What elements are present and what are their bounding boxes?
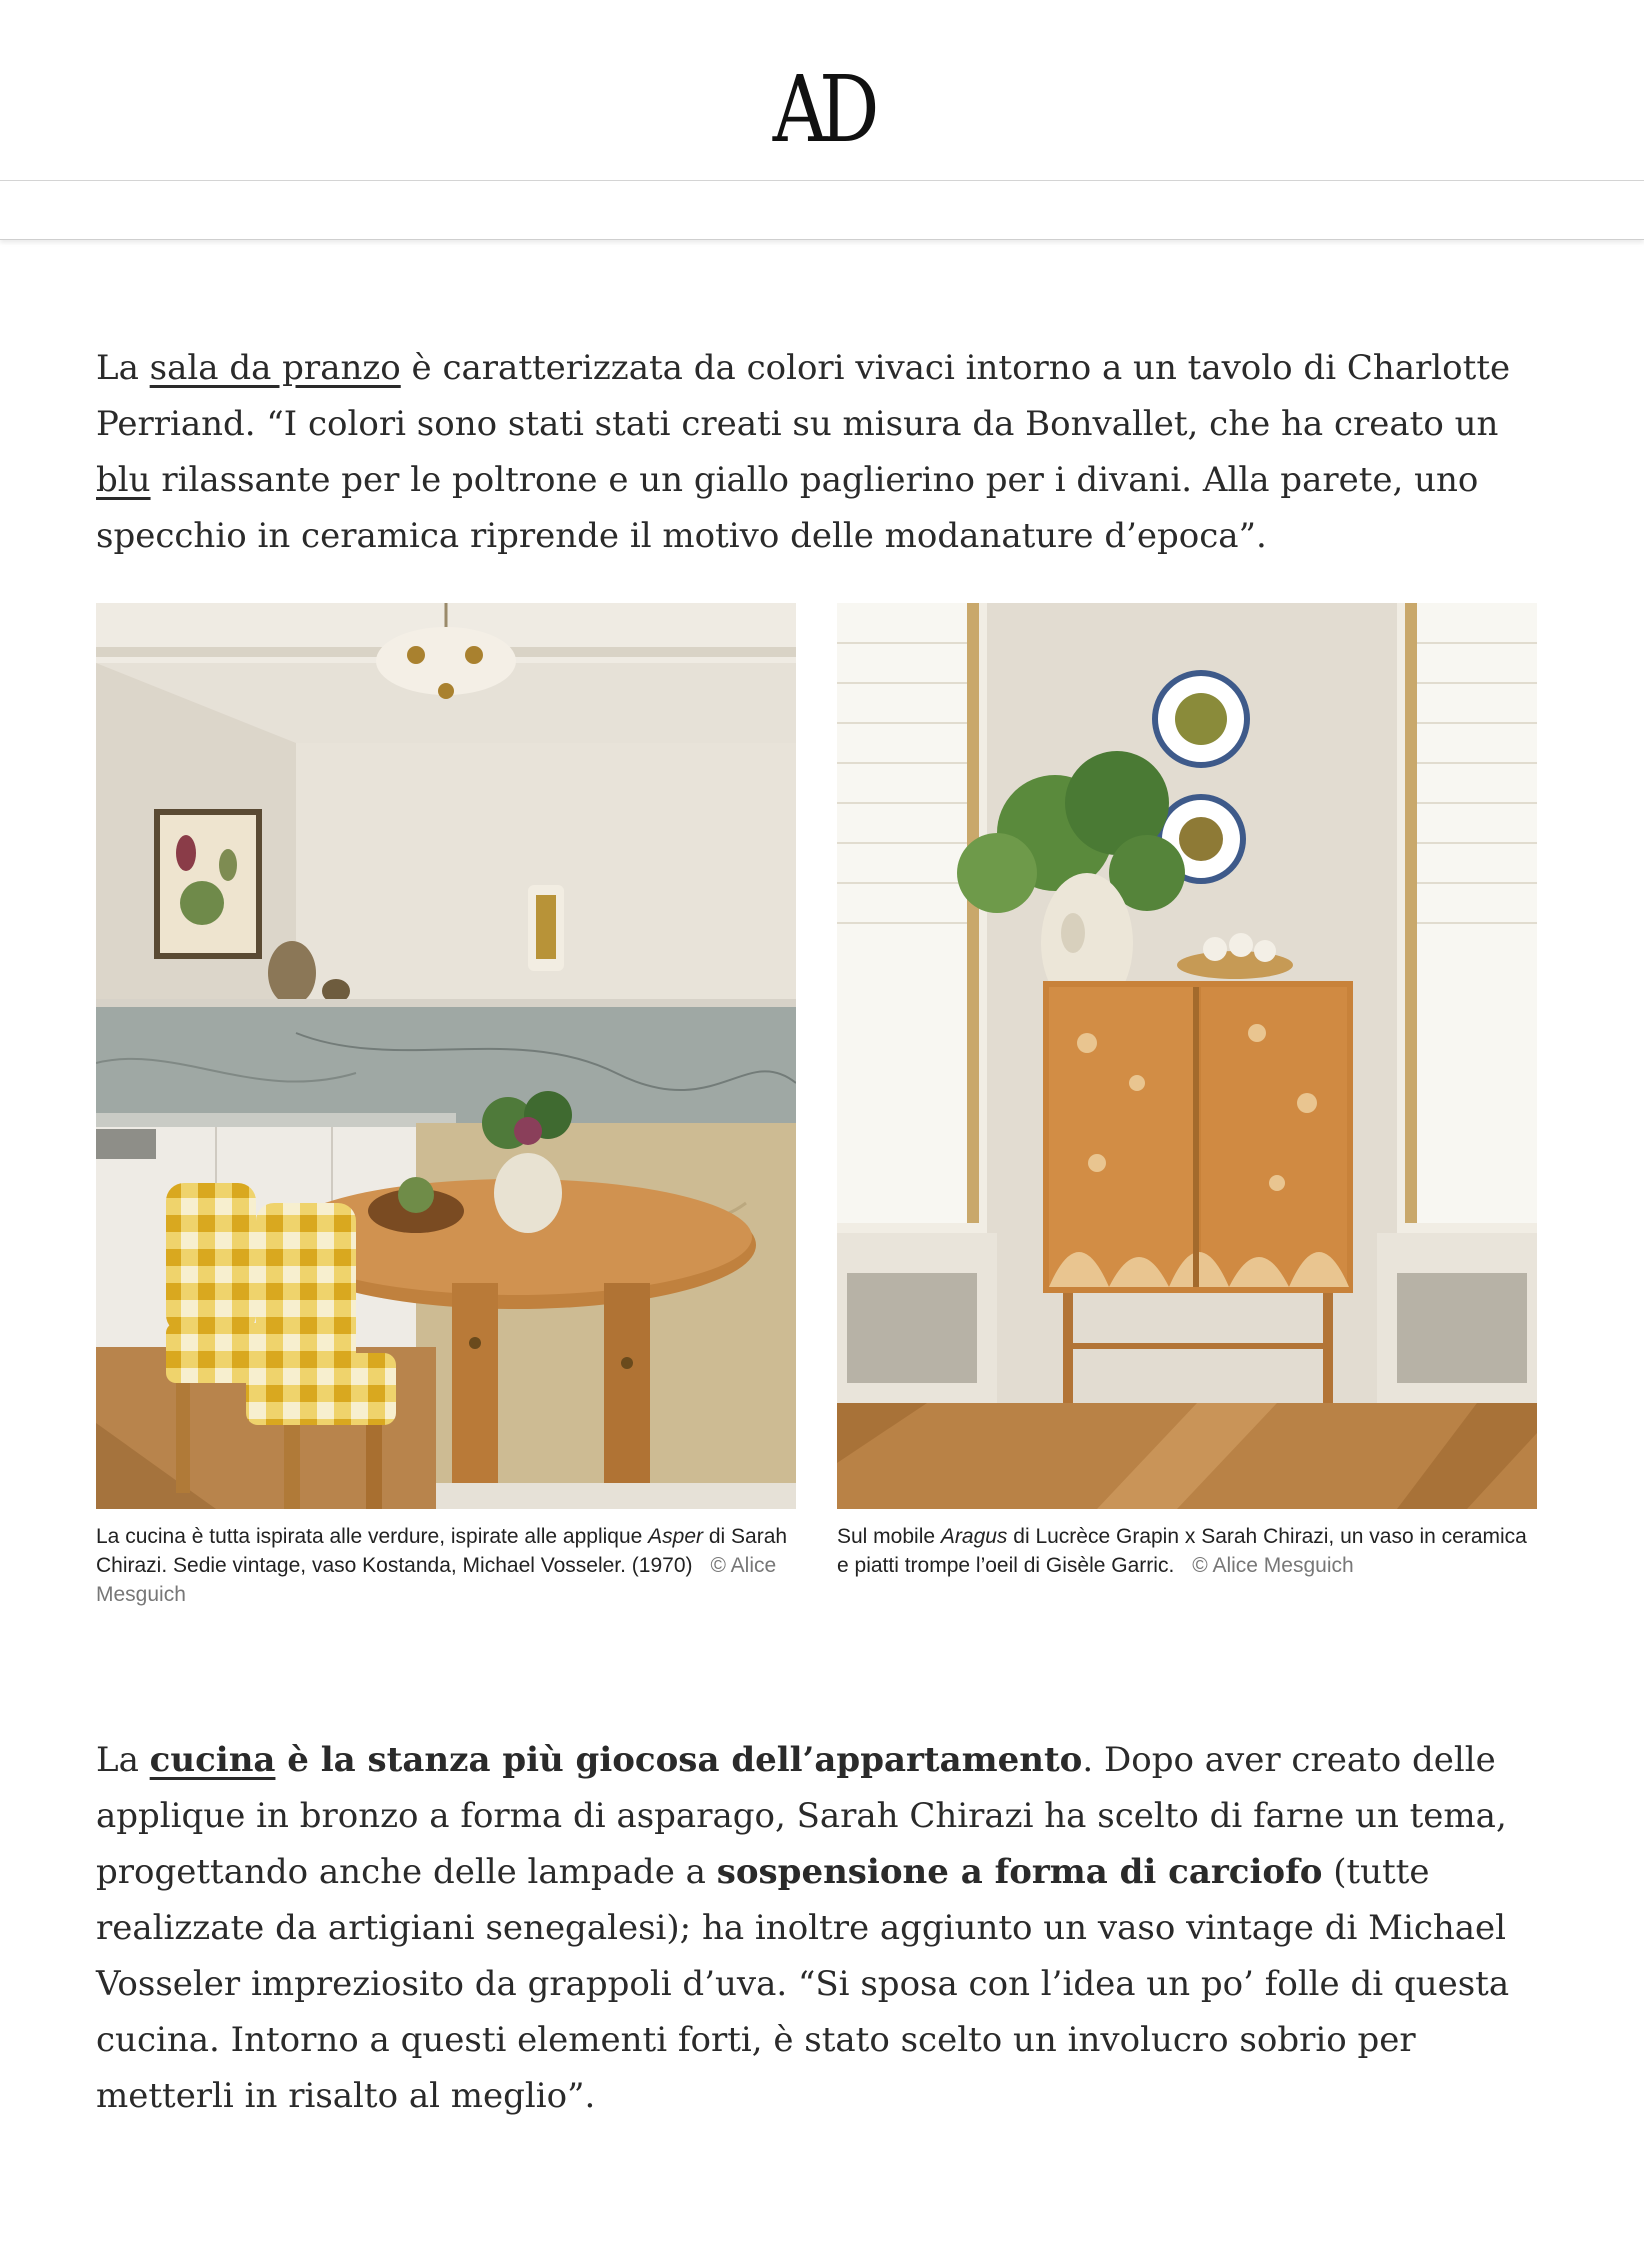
- caption-text: di Lucrèce Grapin x Sarah Chirazi, un vaso in ceramica e piatti trompe l’oeil di Gisèle Garric.: [837, 1525, 1527, 1577]
- site-header: [0, 0, 1644, 181]
- paragraph-text: è caratterizzata da colori vivaci intorno a un tavolo di Charlotte Perriand. “I colori sono stati stati creati su misura da Bonvallet, che ha creato un: [96, 348, 1511, 444]
- photo-caption-kitchen: [96, 1522, 801, 1609]
- paragraph-text: La: [96, 348, 150, 388]
- caption-italic-product: Aragus: [940, 1525, 1008, 1548]
- paragraph-text: . Dopo aver creato delle applique in bronzo a forma di asparago, Sarah Chirazi ha scelto di farne un tema, progettando anche delle lampade a: [96, 1740, 1507, 1892]
- kitchen-photo-illustration: [96, 603, 796, 1509]
- kitchen-photo[interactable]: [96, 603, 796, 1509]
- article-paragraph-dining-room: [96, 340, 1546, 564]
- cabinet-photo[interactable]: [837, 603, 1537, 1509]
- link-sala-da-pranzo[interactable]: sala da pranzo: [149, 348, 401, 388]
- ad-logo[interactable]: AD: [772, 56, 872, 163]
- caption-text: di Sarah Chirazi. Sedie vintage, vaso Kostanda, Michael Vosseler. (1970): [96, 1525, 788, 1577]
- cabinet-photo-illustration: [837, 603, 1537, 1509]
- sub-navigation-bar: [0, 181, 1644, 240]
- paragraph-text: La: [96, 1740, 150, 1780]
- link-cucina[interactable]: cucina: [149, 1740, 276, 1780]
- photo-credit: © Alice Mesguich: [96, 1554, 777, 1606]
- paragraph-text: rilassante per le poltrone e un giallo paglierino per i divani. Alla parete, uno specchio in ceramica riprende il motivo delle modanature d’epoca”.: [96, 460, 1479, 556]
- photo-credit: © Alice Mesguich: [1192, 1554, 1354, 1577]
- paragraph-text: (tutte realizzate da artigiani senegalesi); ha inoltre aggiunto un vaso vintage di Michael Vosseler impreziosito da grappoli d’uva. “Si sposa con l’idea un po’ folle di questa cucina. Intorno a questi elementi forti, è stato scelto un involucro sobrio per metterli in risalto al meglio”.: [96, 1852, 1510, 2116]
- bold-text: è la stanza più giocosa dell’appartamento: [275, 1740, 1083, 1780]
- bold-text: sospensione a forma di carciofo: [716, 1852, 1323, 1892]
- caption-italic-product: Asper: [648, 1525, 704, 1548]
- caption-text: La cucina è tutta ispirata alle verdure, ispirate alle applique: [96, 1525, 649, 1548]
- caption-text: Sul mobile: [837, 1525, 941, 1548]
- link-blu[interactable]: blu: [96, 460, 151, 500]
- photo-caption-cabinet: [837, 1522, 1542, 1580]
- article-paragraph-kitchen: [96, 1732, 1546, 2124]
